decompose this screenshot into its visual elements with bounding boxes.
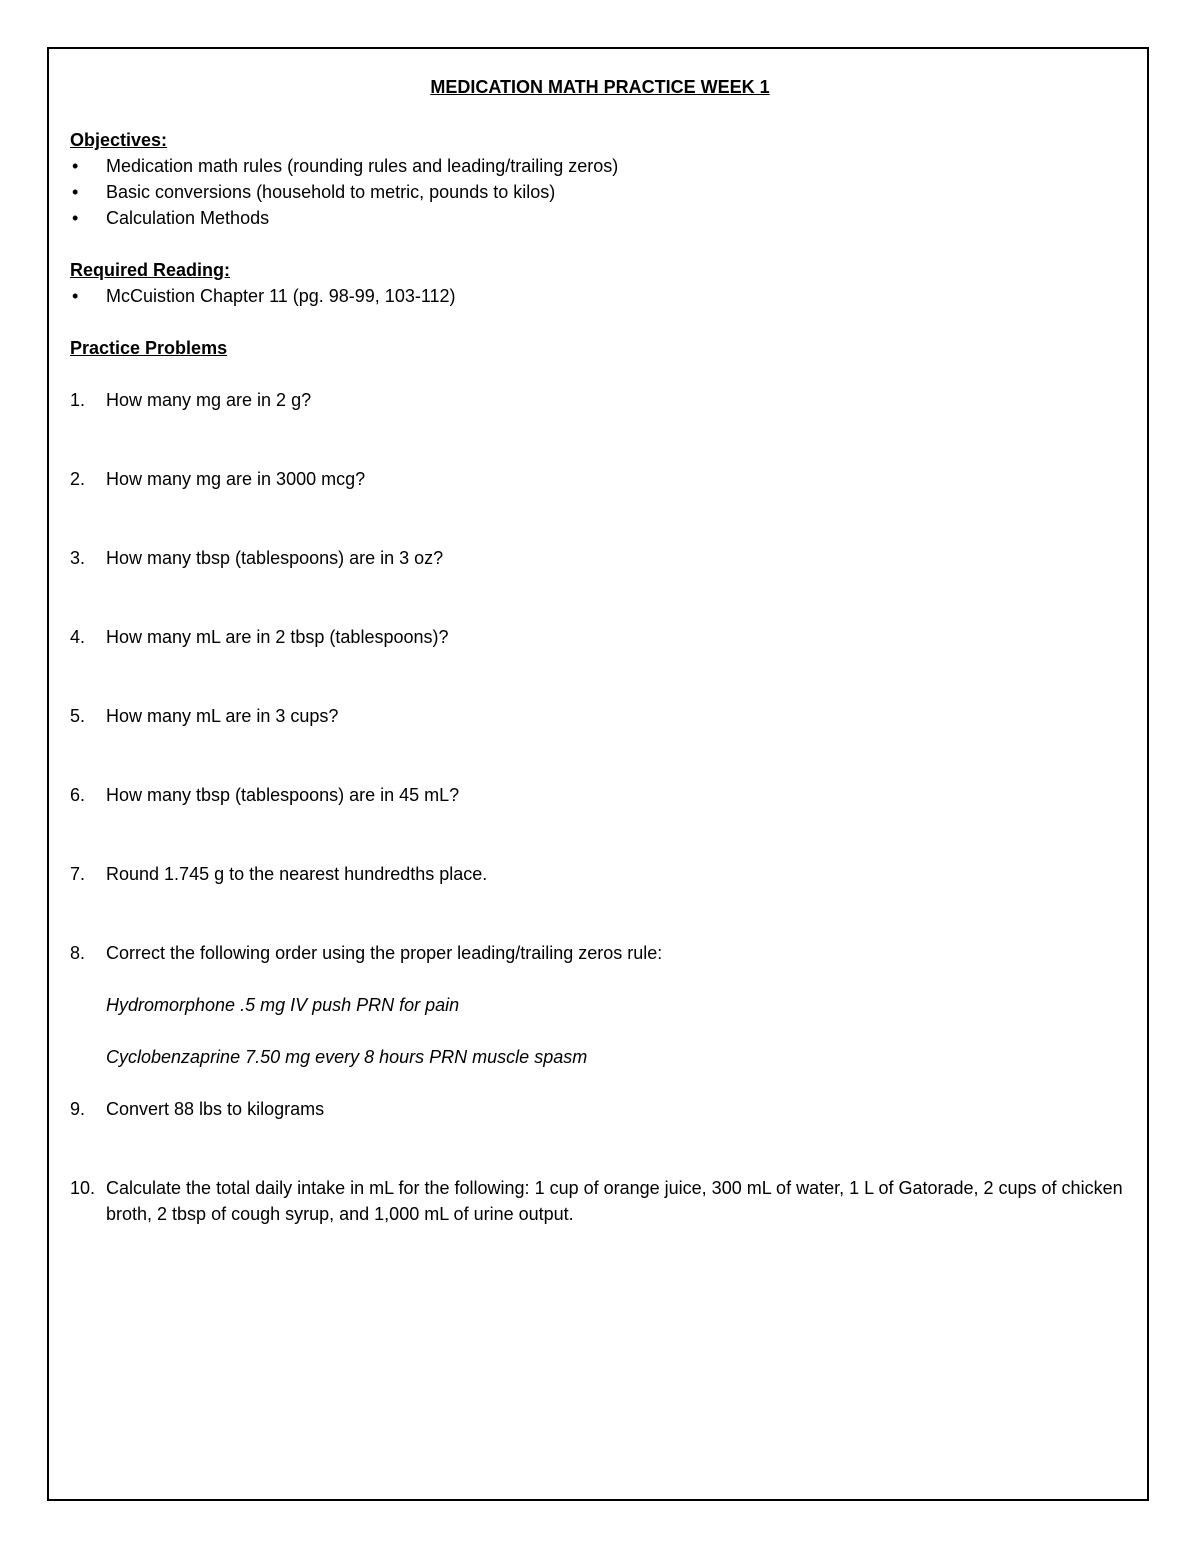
bullet-icon: • bbox=[72, 182, 79, 202]
problem-item-3: 3. How many tbsp (tablespoons) are in 3 oz? bbox=[70, 548, 444, 568]
document-content bbox=[70, 74, 1130, 1227]
objectives-heading: Objectives: bbox=[70, 130, 168, 150]
practice-problems-heading: Practice Problems bbox=[70, 338, 228, 358]
order-cyclobenzaprine: Cyclobenzaprine 7.50 mg every 8 hours PRN muscle spasm bbox=[106, 1047, 588, 1067]
bullet-icon: • bbox=[72, 286, 79, 306]
objectives-list bbox=[70, 153, 1130, 231]
problem-item-2: 2. How many mg are in 3000 mcg? bbox=[70, 469, 366, 489]
bullet-icon: • bbox=[72, 208, 79, 228]
list-item: • Medication math rules (rounding rules and leading/trailing zeros) bbox=[70, 153, 1130, 179]
list-item: • Calculation Methods bbox=[70, 205, 1130, 231]
problems-list bbox=[70, 387, 1130, 1227]
page-title: MEDICATION MATH PRACTICE WEEK 1 bbox=[430, 77, 770, 97]
list-item: • Basic conversions (household to metric, pounds to kilos) bbox=[70, 179, 1130, 205]
problem-item-6: 6. How many tbsp (tablespoons) are in 45 mL? bbox=[70, 785, 460, 805]
problem-item-8: 8. Correct the following order using the proper leading/trailing zeros rule: bbox=[70, 943, 663, 963]
list-item: • McCuistion Chapter 11 (pg. 98-99, 103-112) bbox=[70, 283, 1130, 309]
problem-item-4: 4. How many mL are in 2 tbsp (tablespoons)? bbox=[70, 627, 449, 647]
problem-item-1: 1. How many mg are in 2 g? bbox=[70, 390, 312, 410]
required-reading-heading: Required Reading: bbox=[70, 260, 231, 280]
problem-item-7: 7. Round 1.745 g to the nearest hundredths place. bbox=[70, 864, 488, 884]
problem-item-9: 9. Convert 88 lbs to kilograms bbox=[70, 1099, 325, 1119]
bullet-icon: • bbox=[72, 156, 79, 176]
order-hydromorphone: Hydromorphone .5 mg IV push PRN for pain bbox=[106, 995, 460, 1015]
problem-item-5: 5. How many mL are in 3 cups? bbox=[70, 706, 339, 726]
problem-item-10: 10. Calculate the total daily intake in mL for the following: 1 cup of orange juice, 300 mL of water, 1 L of Gatorade, 2 cups of chicken broth, 2 tbsp of cough syrup, and 1,000 mL of urine output. bbox=[70, 1178, 1123, 1224]
reading-list bbox=[70, 283, 1130, 309]
